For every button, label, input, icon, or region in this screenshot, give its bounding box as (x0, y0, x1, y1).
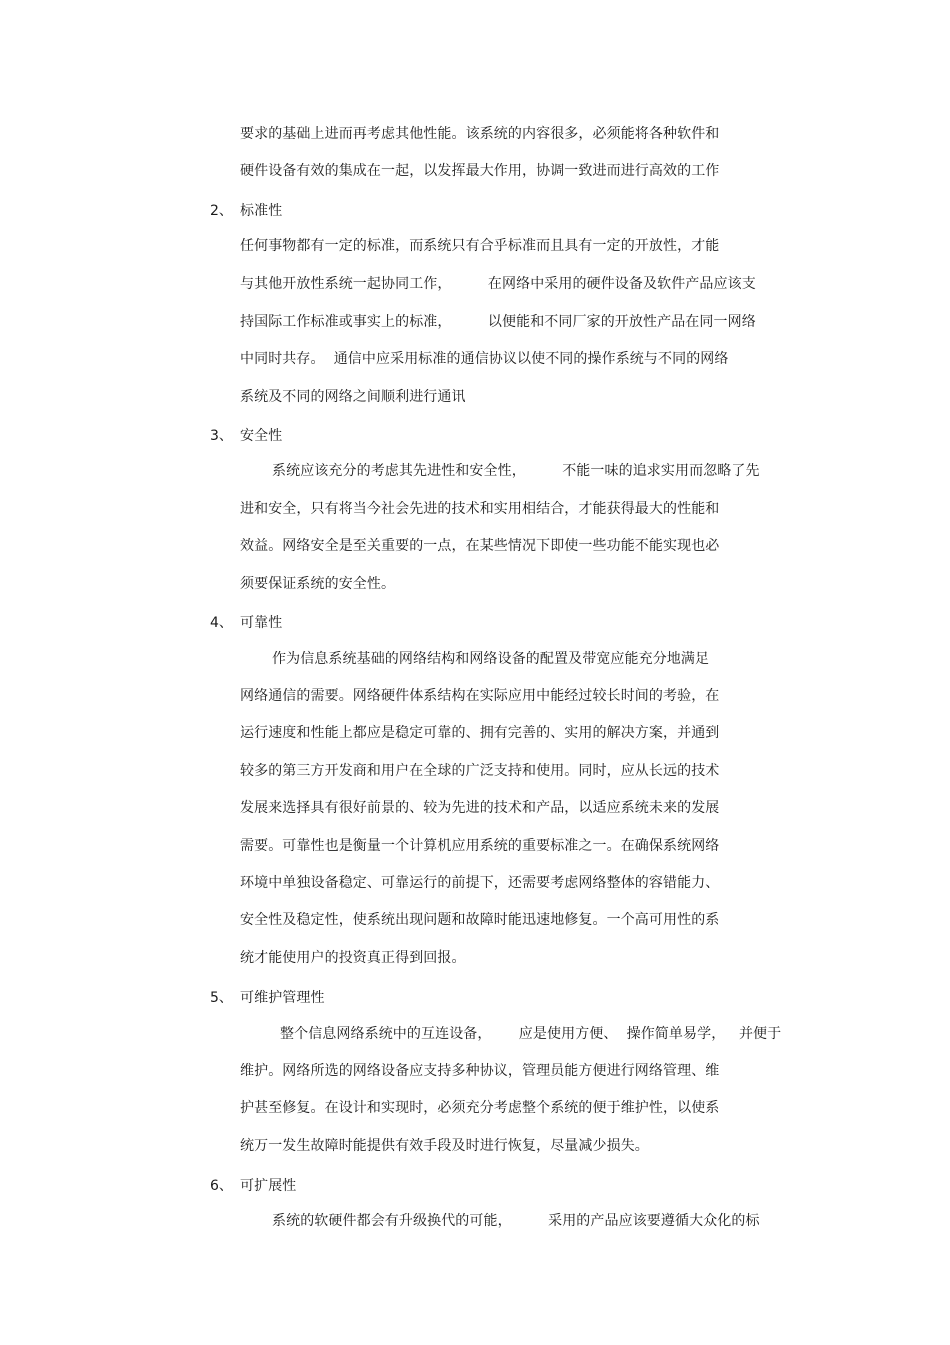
section-4-title: 可靠性 (240, 615, 283, 631)
section-2-line-3: 持国际工作标准或事实上的标准， 以便能和不同厂家的开放性产品在同一网络 (240, 314, 756, 330)
section-4-line-8: 安全性及稳定性，使系统出现问题和故障时能迅速地修复。一个高可用性的系 (240, 912, 720, 928)
section-3-line-2: 进和安全，只有将当今社会先进的技术和实用相结合，才能获得最大的性能和 (240, 501, 720, 517)
section-2-number: 2、 (210, 203, 233, 219)
section-3-line-3: 效益。网络安全是至关重要的一点，在某些情况下即使一些功能不能实现也必 (240, 538, 720, 554)
section-4-line-2: 网络通信的需要。网络硬件体系结构在实际应用中能经过较长时间的考验，在 (240, 688, 720, 704)
section-5-line-4: 统万一发生故障时能提供有效手段及时进行恢复，尽量减少损失。 (240, 1138, 649, 1154)
section-4-line-4: 较多的第三方开发商和用户在全球的广泛支持和使用。同时，应从长远的技术 (240, 763, 720, 779)
intro-line-1: 要求的基础上进而再考虑其他性能。该系统的内容很多，必须能将各种软件和 (240, 126, 720, 142)
section-5-line-1: 整个信息网络系统中的互连设备， 应是使用方便、 操作简单易学， 并便于 (280, 1026, 782, 1042)
section-2-title: 标准性 (240, 203, 283, 219)
section-2-line-4: 中同时共存。 通信中应采用标准的通信协议以使不同的操作系统与不同的网络 (240, 351, 729, 367)
section-4-number: 4、 (210, 615, 233, 631)
section-3-line-1: 系统应该充分的考虑其先进性和安全性， 不能一味的追求实用而忽略了先 (272, 463, 760, 479)
section-4-line-5: 发展来选择具有很好前景的、较为先进的技术和产品，以适应系统未来的发展 (240, 800, 720, 816)
section-6-line-1: 系统的软硬件都会有升级换代的可能， 采用的产品应该要遵循大众化的标 (272, 1213, 760, 1229)
section-2-line-2: 与其他开放性系统一起协同工作， 在网络中采用的硬件设备及软件产品应该支 (240, 276, 756, 292)
section-4-line-7: 环境中单独设备稳定、可靠运行的前提下，还需要考虑网络整体的容错能力、 (240, 875, 720, 891)
section-3-line-4: 须要保证系统的安全性。 (240, 576, 396, 592)
section-2-line-5: 系统及不同的网络之间顺利进行通讯 (240, 389, 466, 405)
section-3-number: 3、 (210, 428, 233, 444)
section-6-number: 6、 (210, 1178, 233, 1194)
section-2-line-1: 任何事物都有一定的标准，而系统只有合乎标准而且具有一定的开放性，才能 (240, 238, 720, 254)
intro-line-2: 硬件设备有效的集成在一起，以发挥最大作用，协调一致进而进行高效的工作 (240, 163, 720, 179)
section-4-line-6: 需要。可靠性也是衡量一个计算机应用系统的重要标准之一。在确保系统网络 (240, 838, 720, 854)
section-5-line-2: 维护。网络所选的网络设备应支持多种协议，管理员能方便进行网络管理、维 (240, 1063, 720, 1079)
section-5-title: 可维护管理性 (240, 990, 325, 1006)
section-5-number: 5、 (210, 990, 233, 1006)
section-6-title: 可扩展性 (240, 1178, 297, 1194)
section-4-line-9: 统才能使用户的投资真正得到回报。 (240, 950, 466, 966)
section-3-title: 安全性 (240, 428, 283, 444)
section-5-line-3: 护甚至修复。在设计和实现时，必须充分考虑整个系统的便于维护性，以使系 (240, 1100, 720, 1116)
section-4-line-3: 运行速度和性能上都应是稳定可靠的、拥有完善的、实用的解决方案，并通到 (240, 725, 720, 741)
section-4-line-1: 作为信息系统基础的网络结构和网络设备的配置及带宽应能充分地满足 (272, 651, 710, 667)
